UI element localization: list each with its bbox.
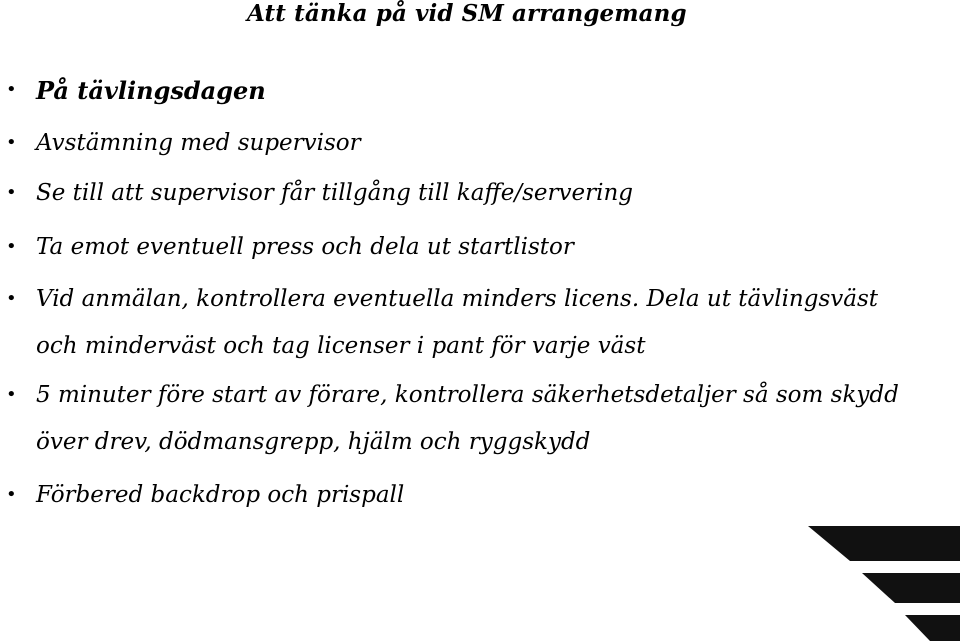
bullet-dot-icon: • [6,132,17,153]
bullet-text [36,276,878,370]
bullet-text [36,170,633,217]
stripe-bottom [905,615,960,641]
bullet-line: över drev, dödmansgrepp, hjälm och ryggskydd [36,429,591,455]
bullet-dot-icon: • [6,182,17,203]
bullet-line: Avstämning med supervisor [36,130,361,156]
bullet-text [36,224,574,271]
corner-stripes-decoration [800,521,960,641]
bullet-dot-icon: • [6,484,17,505]
bullet-line: 5 minuter före start av förare, kontrollera säkerhetsdetaljer så som skydd [36,382,899,408]
bullet-line: På tävlingsdagen [36,76,266,105]
stripe-top [808,526,960,561]
bullet-dot-icon: • [6,236,17,257]
bullet-line: och minderväst och tag licenser i pant för varje väst [36,333,646,359]
bullet-dot-icon: • [6,79,17,100]
bullet-line: Ta emot eventuell press och dela ut startlistor [36,234,574,260]
bullet-dot-icon: • [6,384,17,405]
bullet-line: Vid anmälan, kontrollera eventuella minders licens. Dela ut tävlingsväst [36,286,879,312]
bullet-line: Se till att supervisor får tillgång till kaffe/servering [36,180,634,206]
section-heading [36,67,266,114]
bullet-dot-icon: • [6,288,17,309]
bullet-text [36,372,899,466]
slide-title: Att tänka på vid SM arrangemang [247,0,687,27]
bullet-text [36,120,361,167]
bullet-text [36,472,404,519]
bullet-line: Förbered backdrop och prispall [36,482,405,508]
stripe-middle [862,573,960,603]
